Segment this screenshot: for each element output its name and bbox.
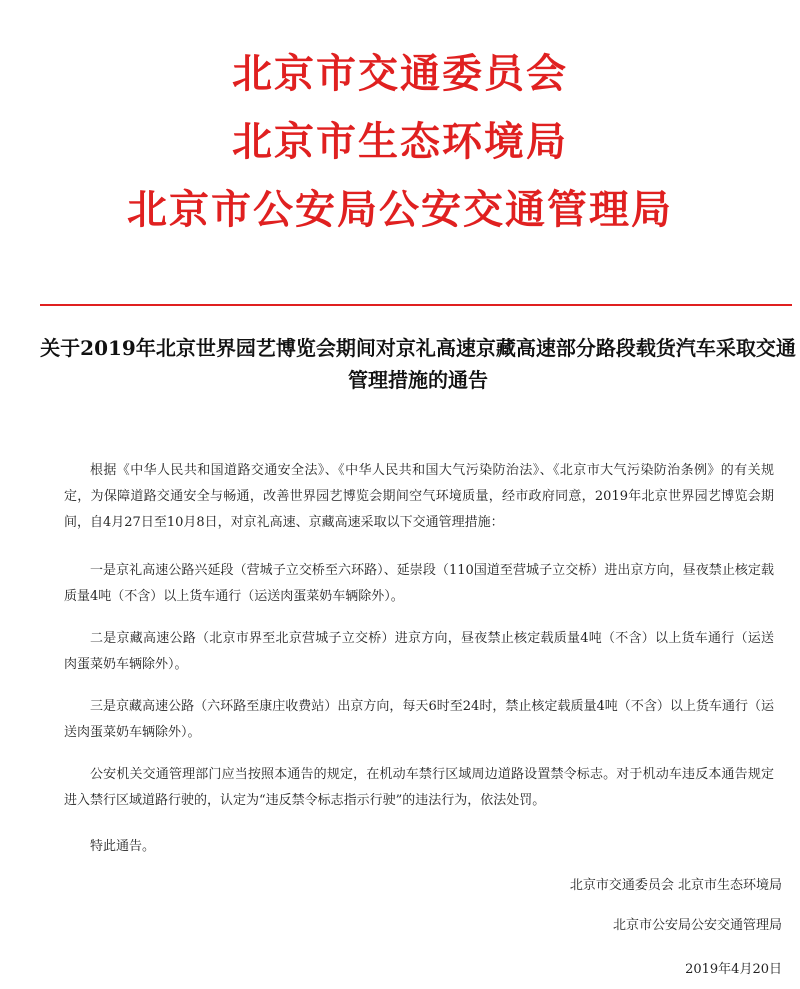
notice-paragraph-enforcement: 公安机关交通管理部门应当按照本通告的规定，在机动车禁行区域周边道路设置禁令标志。对于机动车违反本通告规定进入禁行区域道路行驶的，认定为“违反禁令标志指示行驶”的违法行为，依法处罚。 [64, 767, 774, 808]
notice-paragraph-closing: 特此通告。 [90, 839, 156, 854]
notice-paragraph-measure-1: 一是京礼高速公路兴延段（营城子立交桥至六环路）、延崇段（110国道至营城子立交桥）进出京方向，昼夜禁止核定载质量4吨（不含）以上货车通行（运送肉蛋菜奶车辆除外）。 [64, 563, 774, 604]
notice-paragraph-measure-3: 三是京藏高速公路（六环路至康庄收费站）出京方向，每天6时至24时，禁止核定载质量4吨（不含）以上货车通行（运送肉蛋菜奶车辆除外）。 [64, 699, 774, 740]
agency-name-traffic-police: 北京市公安局公安交通管理局 [127, 187, 673, 233]
agency-name-transport: 北京市交通委员会 [232, 51, 568, 97]
notice-paragraph-measure-2: 二是京藏高速公路（北京市界至北京营城子立交桥）进京方向，昼夜禁止核定载质量4吨（不含）以上货车通行（运送肉蛋菜奶车辆除外）。 [64, 631, 774, 672]
agency-name-environment: 北京市生态环境局 [232, 119, 568, 165]
issuing-agencies-header [0, 40, 800, 244]
signature-agencies-line-2: 北京市公安局公安交通管理局 [612, 918, 782, 933]
notice-title: 关于2019年北京世界园艺博览会期间对京礼高速京藏高速部分路段载货汽车采取交通管理措施的通告 [40, 336, 796, 392]
notice-paragraph-intro: 根据《中华人民共和国道路交通安全法》、《中华人民共和国大气污染防治法》、《北京市大气污染防治条例》的有关规定，为保障道路交通安全与畅通，改善世界园艺博览会期间空气环境质量，经市政府同意，2019年北京世界园艺博览会期间，自4月27日至10月8日，对京礼高速、京藏高速采取以下交通管理措施： [64, 463, 774, 530]
red-divider-line [40, 304, 792, 306]
signature-agencies-line-1: 北京市交通委员会 北京市生态环境局 [569, 878, 782, 893]
signature-date: 2019年4月20日 [685, 962, 782, 977]
